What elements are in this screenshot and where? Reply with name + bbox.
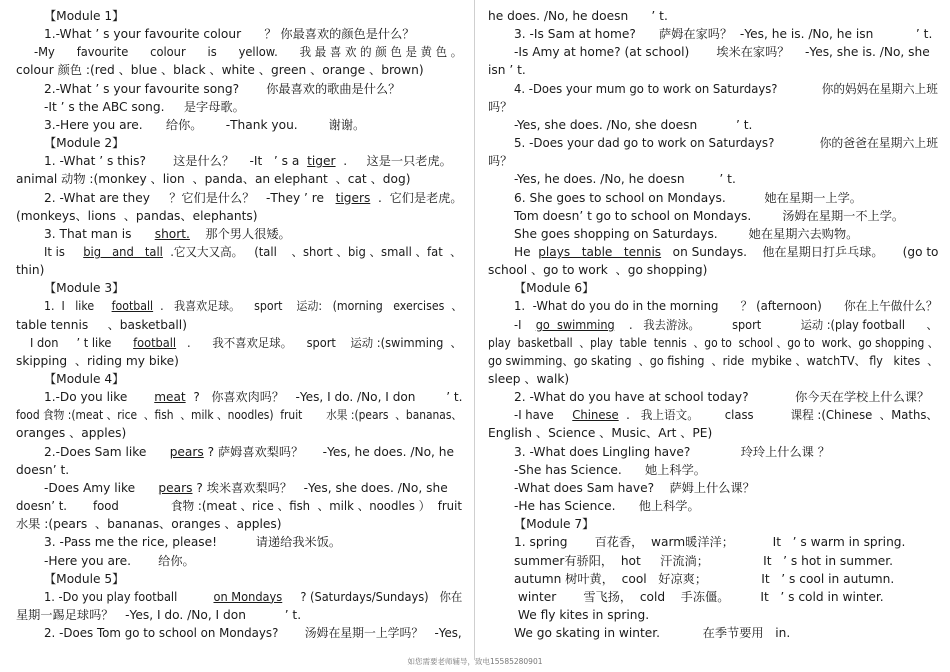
text-line: 【Module 6】 xyxy=(514,281,595,296)
text-line: 2. -Does Tom go to school on Mondays? 汤姆在星期一上学吗？ -Yes, xyxy=(44,626,462,641)
text-line: skipping 、riding my bike) xyxy=(16,353,179,368)
text-line: It is big and tall .它又大又高。 (tall 、short 、big 、small 、fat 、 xyxy=(44,244,462,259)
text-line: 3. That man is short. 那个男人很矮。 xyxy=(44,226,291,241)
text-line: 5. -Does your dad go to work on Saturdays? 你的爸爸在星期六上班 xyxy=(514,136,939,151)
text-line: -Yes, she does. /No, she doesn ’ t. xyxy=(514,117,753,132)
text-line: sleep 、walk) xyxy=(488,372,570,386)
left-column xyxy=(0,0,474,672)
text-line: 1. spring 百花香， warm暖洋洋； It ’ s warm in spring. xyxy=(514,535,906,550)
text-line: 3. -Is Sam at home? 萨姆在家吗？ -Yes, he is. /No, he isn ’ t. xyxy=(514,27,933,42)
text-line: We go skating in winter. 在季节要用 in. xyxy=(514,626,791,641)
text-line: doesn’ t. food 食物 :(meat 、rice 、fish 、milk 、noodles ） fruit xyxy=(16,499,462,514)
text-line: thin) xyxy=(16,263,45,278)
text-line: 1. -Do you play football on Mondays ? (Saturdays/Sundays) 你在 xyxy=(44,589,463,604)
text-line: 4. -Does your mum go to work on Saturdays? 你的妈妈在星期六上班 xyxy=(514,81,938,96)
text-line: autumn 树叶黄， cool 好凉爽； It ’ s cool in autumn. xyxy=(514,571,895,586)
text-line: animal 动物 :(monkey 、lion 、panda、an elephant 、cat 、dog) xyxy=(16,172,411,187)
text-line: 1.-Do you like meat ? 你喜欢肉吗？ -Yes, I do. /No, I don ’ t. xyxy=(44,390,463,405)
text-line: -Does Amy like pears ? 埃米喜欢梨吗？ -Yes, she does. /No, she xyxy=(44,480,448,495)
text-line: winter 雪飞扬， cold 手冻僵。 It ’ s cold in winter. xyxy=(514,589,884,604)
text-line: school 、go to work 、go shopping) xyxy=(488,263,708,278)
text-line: She goes shopping on Saturdays. 她在星期六去购物。 xyxy=(514,226,859,241)
text-line: -Yes, he does. /No, he doesn ’ t. xyxy=(514,172,736,187)
text-line: 3. -Pass me the rice, please! 请递给我米饭。 xyxy=(44,535,342,550)
text-line: 1. -What ’ s this? 这是什么？ -It ’ s a tiger . 这是一只老虎。 xyxy=(44,154,452,169)
text-line: -I go swimming . 我去游泳。 sport 运动 :(play football 、 xyxy=(514,317,938,332)
text-line: 【Module 2】 xyxy=(44,136,125,151)
text-line: 3. -What does Lingling have? 玲玲上什么课 ？ xyxy=(514,444,830,459)
text-line: 6. She goes to school on Mondays. 她在星期一上学。 xyxy=(514,190,862,205)
text-line: I don ’ t like football . 我不喜欢足球。 sport 运动 :(swimming 、 xyxy=(30,335,462,350)
text-line: 【Module 4】 xyxy=(44,372,125,386)
text-line: 【Module 3】 xyxy=(44,281,125,296)
text-line: oranges 、apples) xyxy=(16,426,127,441)
text-line: 1. -What do you do in the morning ？ (afternoon) 你在上午做什么？ xyxy=(514,299,938,314)
text-line: -Here you are. 给你。 xyxy=(44,553,195,568)
text-line: 2. -What are they ？它们是什么？ -They ’ re tigers . 它们是老虎。 xyxy=(44,190,463,205)
text-line: 3.-Here you are. 给你。 -Thank you. 谢谢。 xyxy=(44,117,366,132)
column-divider xyxy=(474,0,475,660)
text-line: -She has Science. 她上科学。 xyxy=(514,462,706,477)
text-line: He plays table tennis on Sundays. 他在星期日打乒乓球。 (go to xyxy=(514,244,939,259)
text-line: English 、Science 、Music、Art 、PE) xyxy=(488,426,713,441)
text-line: -Is Amy at home? (at school) 埃米在家吗？ -Yes, she is. /No, she xyxy=(514,45,930,60)
page-footer: 如您需要老师辅导，致电15585280901 xyxy=(407,657,543,666)
text-line: 2.-What ’ s your favourite song? 你最喜欢的歌曲是什么？ xyxy=(44,81,401,96)
text-line: 2.-Does Sam like pears ? 萨姆喜欢梨吗？ -Yes, he does. /No, he xyxy=(44,444,455,459)
text-line: 【Module 5】 xyxy=(44,571,125,586)
text-line: 吗？ xyxy=(488,99,513,114)
text-line: -I have Chinese . 我上语文。 class 课程 :(Chinese 、Maths、 xyxy=(514,408,938,423)
text-line: isn ’ t. xyxy=(488,63,526,78)
text-line: food 食物 :(meat 、rice 、fish 、milk 、noodles) fruit 水果 :(pears 、bananas、 xyxy=(16,408,463,423)
text-line: -My favourite colour is yellow. 我 最 喜 欢 的 颜 色 是 黄 色 。 xyxy=(34,45,463,60)
text-line: 【Module 1】 xyxy=(44,9,125,23)
text-line: 吗？ xyxy=(488,154,513,169)
text-line: 星期一踢足球吗？ -Yes, I do. /No, I don ’ t. xyxy=(16,607,302,622)
text-line: 1. I like football . 我喜欢足球。 sport 运动: (morning exercises 、 xyxy=(44,299,463,314)
text-line: summer有骄阳， hot 汗流淌； It ’ s hot in summer. xyxy=(514,553,894,568)
text-line: Tom doesn’ t go to school on Mondays. 汤姆在星期一不上学。 xyxy=(514,208,905,223)
text-line: doesn’ t. xyxy=(16,462,70,477)
text-line: -He has Science. 他上科学。 xyxy=(514,499,700,514)
right-column xyxy=(476,0,950,672)
text-line: colour 颜色 :(red 、blue 、black 、white 、green 、orange 、brown) xyxy=(16,63,424,78)
text-line: 水果 :(pears 、bananas、oranges 、apples) xyxy=(16,517,282,532)
text-line: 1.-What ’ s your favourite colour ？ 你最喜欢的颜色是什么？ xyxy=(44,27,415,42)
text-line: go swimming、go skating 、go fishing 、ride mybike 、watchTV、 fly kites 、 xyxy=(488,353,939,368)
text-line: he does. /No, he doesn ’ t. xyxy=(488,9,668,23)
text-line: play basketball 、play table tennis 、go to school 、go to work、go shopping 、 xyxy=(488,335,939,350)
text-line: table tennis 、basketball) xyxy=(16,317,187,332)
text-line: -It ’ s the ABC song. 是字母歌。 xyxy=(44,99,245,114)
text-line: 2. -What do you have at school today? 你今天在学校上什么课？ xyxy=(514,390,930,405)
text-line: -What does Sam have? 萨姆上什么课？ xyxy=(514,480,755,495)
text-line: We fly kites in spring. xyxy=(514,607,650,622)
text-line: 【Module 7】 xyxy=(514,517,595,532)
text-line: (monkeys、lions 、pandas、elephants) xyxy=(16,208,258,223)
